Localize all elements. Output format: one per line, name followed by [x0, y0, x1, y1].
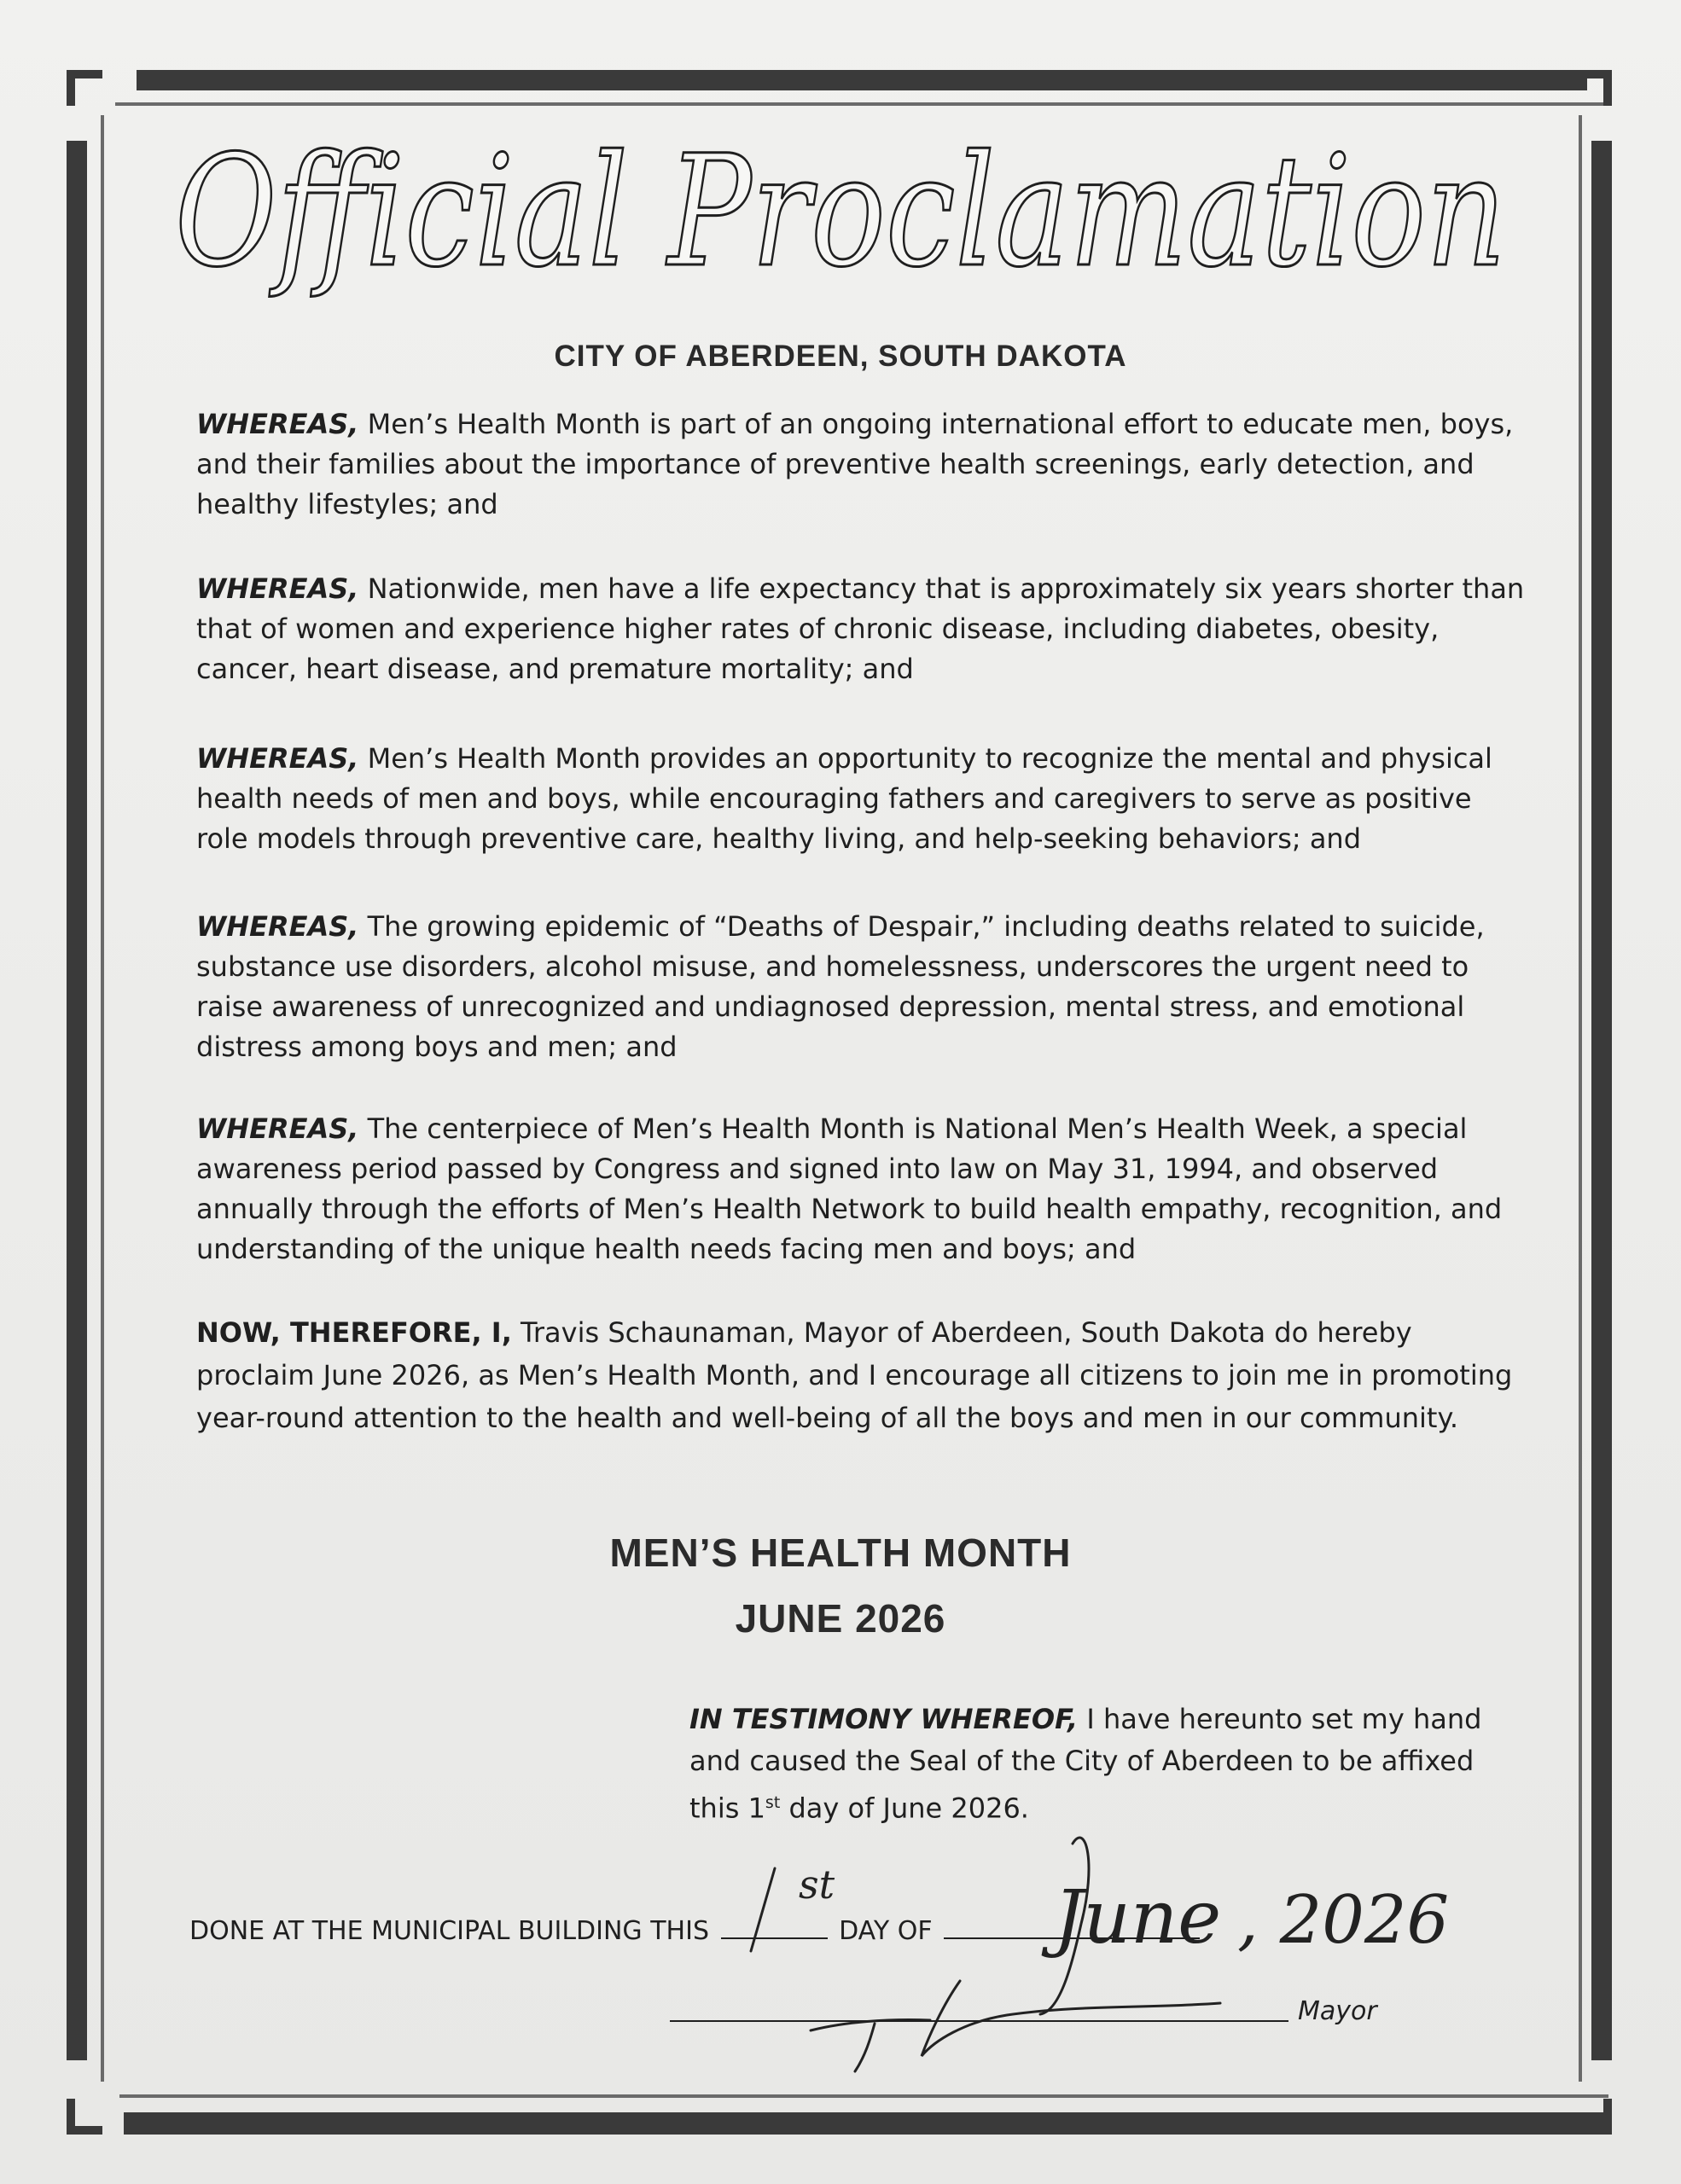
border-bottom-bar: [124, 2112, 1608, 2135]
border-top-bar: [137, 70, 1587, 90]
paragraph-lead: NOW, THEREFORE, I,: [196, 1316, 512, 1349]
paragraph-lead: WHEREAS,: [196, 572, 359, 605]
observance-heading: MEN’S HEALTH MONTH: [609, 1531, 1072, 1575]
handwritten-day-suffix: st: [799, 1862, 835, 1908]
whereas-paragraph-4: [196, 907, 1527, 1067]
border-bottom-line: [119, 2094, 1608, 2098]
day-of-label: DAY OF: [839, 1916, 933, 1946]
handwritten-day: [734, 1847, 904, 1958]
title-text: Official Proclamation: [175, 123, 1506, 301]
therefore-paragraph: [196, 1311, 1527, 1439]
whereas-paragraph-1: [196, 404, 1527, 525]
whereas-paragraph-5: [196, 1109, 1527, 1269]
paragraph-lead: WHEREAS,: [196, 408, 359, 440]
ordinal-suffix: st: [765, 1793, 781, 1812]
handwritten-year: , 2026: [1237, 1882, 1450, 1959]
paragraph-text: Travis Schaunaman, Mayor of Aberdeen, South Dakota do hereby proclaim June 2026, as Men’s Health Month, and I encourage all citizens to join me in promoting year-round attention to the health and well-being of all the boys and men in our community.: [196, 1316, 1513, 1434]
border-top-line: [115, 102, 1604, 106]
testimony-lead: IN TESTIMONY WHEREOF,: [689, 1703, 1079, 1735]
border-corner-top-left: [67, 70, 102, 106]
whereas-paragraph-2: [196, 569, 1527, 689]
border-corner-bottom-right: [1576, 2099, 1612, 2135]
border-right-line: [1579, 115, 1582, 2082]
mayor-signature-line: [670, 2020, 1288, 2022]
paragraph-lead: WHEREAS,: [196, 742, 359, 775]
testimony-text-end: day of June 2026.: [780, 1792, 1029, 1825]
paragraph-lead: WHEREAS,: [196, 1112, 359, 1145]
border-left-line: [101, 115, 104, 2082]
paragraph-text: The growing epidemic of “Deaths of Despair,” including deaths related to suicide, substance use disorders, alcohol misuse, and homelessness, underscores the urgent need to raise awareness of unrecognized and undiagnosed depression, mental stress, and emotional distress among boys and men; and: [196, 910, 1485, 1063]
whereas-paragraph-3: [196, 739, 1527, 859]
paragraph-text: Men’s Health Month provides an opportunity to recognize the mental and physical health needs of men and boys, while encouraging fathers and caregivers to serve as positive role models through preventive care, healthy living, and help-seeking behaviors; and: [196, 742, 1492, 855]
mayor-signature: [794, 1971, 1254, 2077]
paragraph-text: Nationwide, men have a life expectancy that is approximately six years shorter than that of women and experience higher rates of chronic disease, including diabetes, obesity, cancer, heart disease, and premature mortality; and: [196, 572, 1525, 685]
border-corner-top-right: [1576, 70, 1612, 106]
done-label: DONE AT THE MUNICIPAL BUILDING THIS: [189, 1916, 709, 1946]
paragraph-text: Men’s Health Month is part of an ongoing international effort to educate men, boys, and their families about the importance of preventive health screenings, early detection, and healthy lifestyles; and: [196, 408, 1514, 520]
border-right-bar: [1591, 141, 1612, 2060]
testimony-paragraph: [689, 1699, 1526, 1830]
proclamation-title: [119, 123, 1562, 307]
mayor-label: Mayor: [1298, 1996, 1377, 2026]
border-corner-bottom-left: [67, 2099, 102, 2135]
handwritten-month: June: [1054, 1875, 1222, 1960]
observance-date-heading: JUNE 2026: [735, 1596, 946, 1641]
city-heading: CITY OF ABERDEEN, SOUTH DAKOTA: [554, 340, 1127, 373]
testimony-text: I have hereunto set my hand and caused the Seal of the City of Aberdeen to be affixed this 1: [689, 1703, 1482, 1825]
border-left-bar: [67, 141, 87, 2060]
paragraph-lead: WHEREAS,: [196, 910, 359, 943]
paragraph-text: The centerpiece of Men’s Health Month is National Men’s Health Week, a special awareness period passed by Congress and signed into law on May 31, 1994, and observed annually through the efforts of Men’s Health Network to build health empathy, recognition, and understanding of the unique health needs facing men and boys; and: [196, 1112, 1503, 1265]
